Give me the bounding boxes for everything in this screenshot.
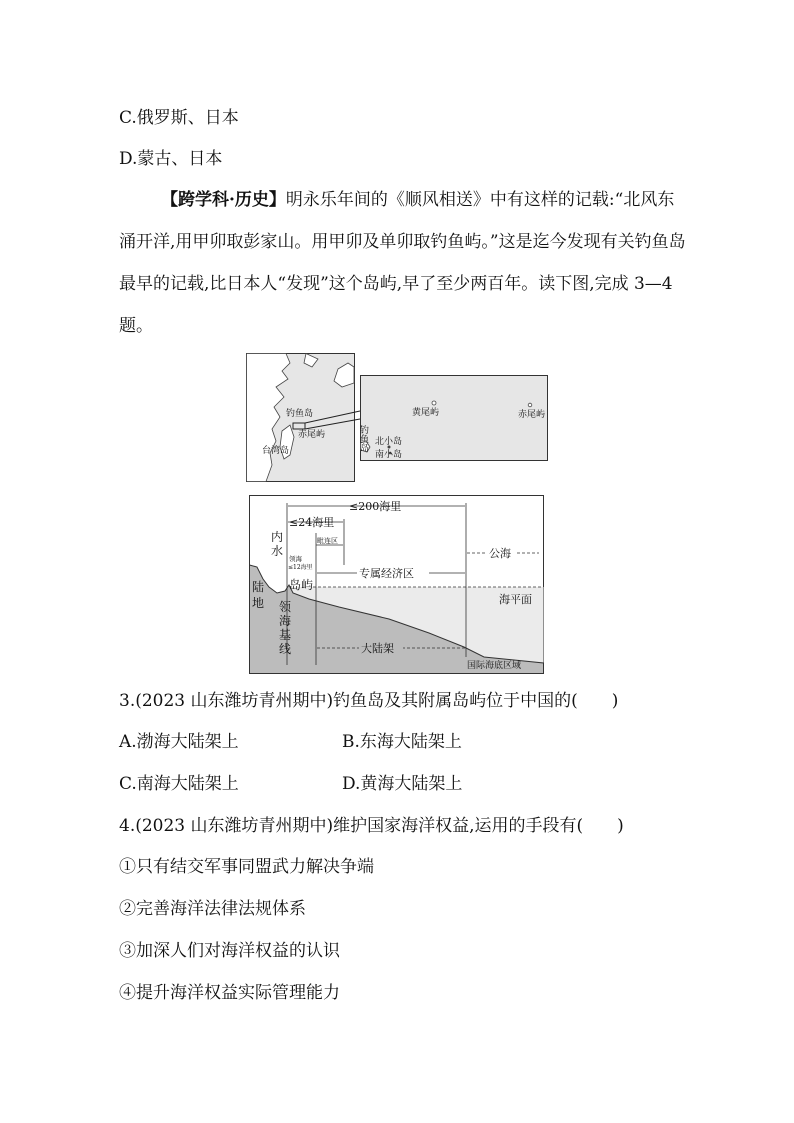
- label-huangwei: 黄尾屿: [412, 408, 440, 418]
- label-chiwei-right: 赤尾屿: [518, 410, 546, 420]
- label-eez: 专属经济区: [359, 567, 414, 580]
- option-c-prev: C.俄罗斯、日本: [119, 108, 239, 128]
- label-taiwan: 台湾岛: [262, 446, 290, 456]
- label-sea-level: 海平面: [499, 593, 532, 606]
- label-diaoyu-left: 钓鱼岛: [286, 409, 314, 419]
- label-contiguous: 毗连区: [317, 537, 338, 545]
- q4-item-4: ④提升海洋权益实际管理能力: [119, 983, 340, 1003]
- label-baseline-1: 领: [279, 600, 292, 614]
- label-nanxiao: 南小岛: [375, 450, 403, 460]
- label-island: 岛屿: [289, 578, 314, 592]
- option-d-prev: D.蒙古、日本: [119, 149, 223, 169]
- q3-option-c: C.南海大陆架上: [119, 774, 239, 794]
- chiwei-island: [528, 403, 532, 407]
- label-diaoyu-right: 钓鱼岛: [358, 425, 368, 452]
- q3-stem: 3.(2023 山东潍坊青州期中)钓鱼岛及其附属岛屿位于中国的( ): [119, 691, 619, 711]
- q4-item-1: ①只有结交军事同盟武力解决争端: [119, 857, 374, 877]
- q3-option-a: A.渤海大陆架上: [119, 732, 239, 752]
- label-territorial-small: 领海: [289, 555, 302, 563]
- label-chiwei-left: 赤尾屿: [298, 430, 326, 440]
- diaoyu-map-figure: [246, 353, 548, 483]
- q3-option-b: B.东海大陆架上: [342, 732, 462, 752]
- label-internal-water-1: 内: [271, 530, 284, 544]
- intro-tag: 【跨学科·历史】: [161, 190, 286, 210]
- label-12nm: ≤12海里: [288, 564, 313, 571]
- label-land-1: 陆: [252, 580, 265, 594]
- label-baseline-4: 线: [279, 642, 292, 656]
- label-baseline-2: 海: [279, 614, 292, 628]
- maritime-zones-profile-figure: [249, 495, 545, 675]
- label-24nm: ≤24海里: [289, 516, 335, 529]
- label-200nm: ≤200海里: [349, 500, 402, 513]
- label-internal-water-2: 水: [271, 544, 284, 558]
- q4-stem: 4.(2023 山东潍坊青州期中)维护国家海洋权益,运用的手段有( ): [119, 816, 624, 836]
- intro-text: 明永乐年间的《顺风相送》中有这样的记载:“北风东涌开洋,用甲卯取彭家山。用甲卯及单卯取钓鱼屿。”这是迄今发现有关钓鱼岛最早的记载,比日本人“发现”这个岛屿,早了至少两百年。读下图,完成 3—4 题。: [119, 190, 686, 336]
- q4-item-2: ②完善海洋法律法规体系: [119, 899, 306, 919]
- label-land-2: 地: [252, 596, 265, 610]
- label-international-seabed: 国际海底区域: [467, 661, 522, 671]
- q3-option-d: D.黄海大陆架上: [342, 774, 463, 794]
- label-baseline-3: 基: [279, 628, 292, 642]
- huangwei-island: [432, 401, 436, 405]
- label-continental-shelf: 大陆架: [361, 642, 394, 655]
- q4-item-3: ③加深人们对海洋权益的认识: [119, 941, 340, 961]
- label-beixiao: 北小岛: [375, 437, 403, 447]
- intro-paragraph: [119, 179, 689, 347]
- label-high-seas: 公海: [489, 547, 511, 560]
